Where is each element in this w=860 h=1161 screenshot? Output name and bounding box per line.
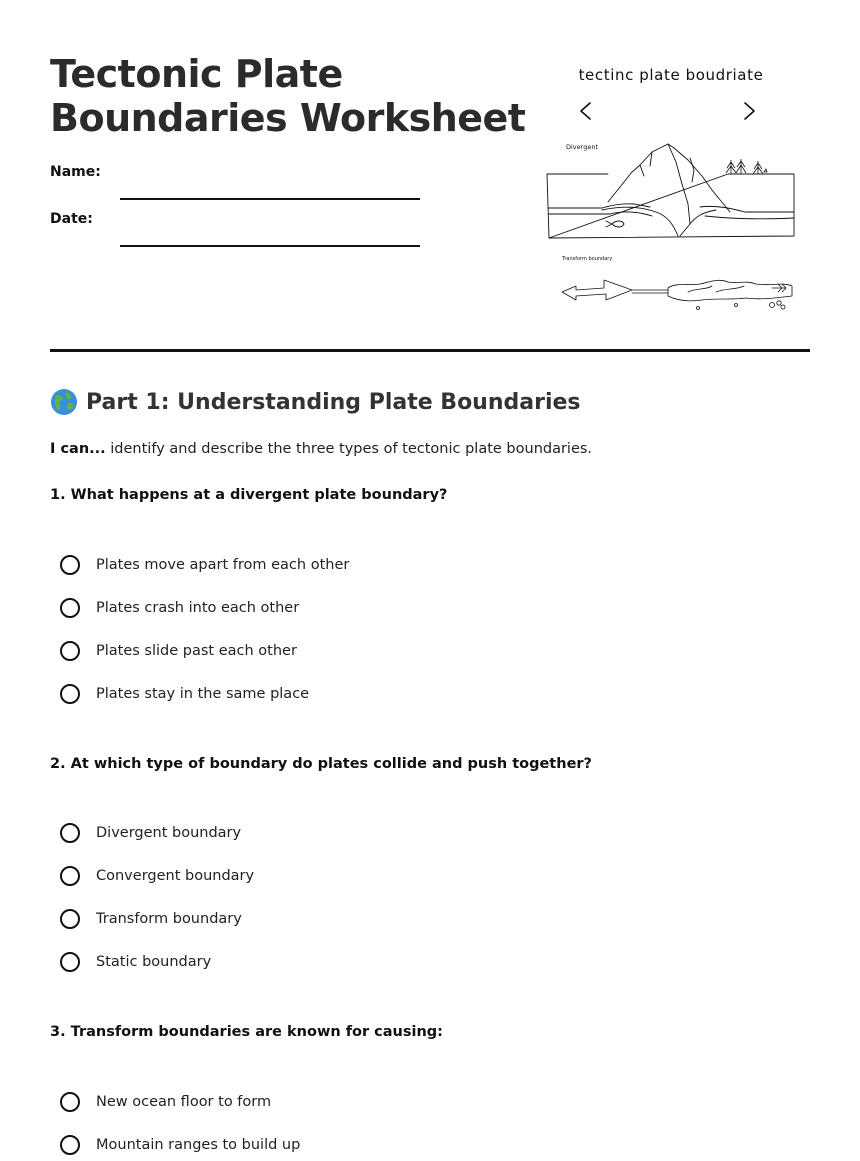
option-label: Convergent boundary xyxy=(96,868,255,884)
q2-option-4[interactable] xyxy=(60,949,211,975)
radio-button[interactable] xyxy=(60,823,80,843)
title-line-2: Boundaries Worksheet xyxy=(50,96,526,140)
plate-boundary-drawing xyxy=(540,132,810,322)
chevron-right-icon[interactable] xyxy=(736,98,762,124)
plate-boundary-carousel xyxy=(540,62,810,322)
q2-option-1[interactable] xyxy=(60,820,241,846)
ican-label: I can... xyxy=(50,441,106,457)
transform-label: Transform boundary xyxy=(562,256,613,262)
trees-sketch xyxy=(726,159,767,174)
option-label: Plates move apart from each other xyxy=(96,557,350,573)
part1-heading-text: Part 1: Understanding Plate Boundaries xyxy=(86,389,581,415)
globe-icon xyxy=(50,388,78,416)
option-label: Mountain ranges to build up xyxy=(96,1137,301,1153)
name-label: Name: xyxy=(50,164,101,180)
radio-button[interactable] xyxy=(60,866,80,886)
ican-text: identify and describe the three types of tectonic plate boundaries. xyxy=(105,441,593,457)
q2-option-3[interactable] xyxy=(60,906,242,932)
header-divider xyxy=(50,349,810,352)
page-title xyxy=(50,52,525,140)
carousel-title: tectinc plate boudriate xyxy=(578,66,764,84)
divergent-boundary-sketch xyxy=(547,144,794,238)
name-input[interactable] xyxy=(120,178,420,200)
radio-button[interactable] xyxy=(60,952,80,972)
option-label: Divergent boundary xyxy=(96,825,242,841)
question-3: 3. Transform boundaries are known for causing: xyxy=(50,1024,443,1040)
question-1: 1. What happens at a divergent plate boundary? xyxy=(50,487,448,503)
title-line-1: Tectonic Plate xyxy=(50,52,343,96)
q3-option-2[interactable] xyxy=(60,1132,300,1158)
q1-option-2[interactable] xyxy=(60,595,299,621)
divergent-label: Divergent xyxy=(566,143,599,151)
option-label: Transform boundary xyxy=(96,911,242,927)
option-label: Plates slide past each other xyxy=(96,643,297,659)
radio-button[interactable] xyxy=(60,684,80,704)
option-label: Static boundary xyxy=(96,954,212,970)
part1-heading xyxy=(50,388,581,416)
date-input[interactable] xyxy=(120,225,420,247)
question-2: 2. At which type of boundary do plates collide and push together? xyxy=(50,756,592,772)
radio-button[interactable] xyxy=(60,909,80,929)
q3-option-1[interactable] xyxy=(60,1089,271,1115)
radio-button[interactable] xyxy=(60,1092,80,1112)
q1-option-1[interactable] xyxy=(60,552,349,578)
radio-button[interactable] xyxy=(60,1135,80,1155)
date-label: Date: xyxy=(50,211,93,227)
name-field-row xyxy=(50,164,430,194)
q2-option-2[interactable] xyxy=(60,863,254,889)
option-label: Plates stay in the same place xyxy=(96,686,310,702)
radio-button[interactable] xyxy=(60,555,80,575)
radio-button[interactable] xyxy=(60,598,80,618)
option-label: Plates crash into each other xyxy=(96,600,300,616)
q1-option-4[interactable] xyxy=(60,681,309,707)
learning-objective xyxy=(50,441,592,457)
option-label: New ocean floor to form xyxy=(96,1094,272,1110)
q1-option-3[interactable] xyxy=(60,638,297,664)
radio-button[interactable] xyxy=(60,641,80,661)
transform-boundary-sketch xyxy=(562,280,792,310)
chevron-left-icon[interactable] xyxy=(573,98,599,124)
date-field-row xyxy=(50,211,430,241)
